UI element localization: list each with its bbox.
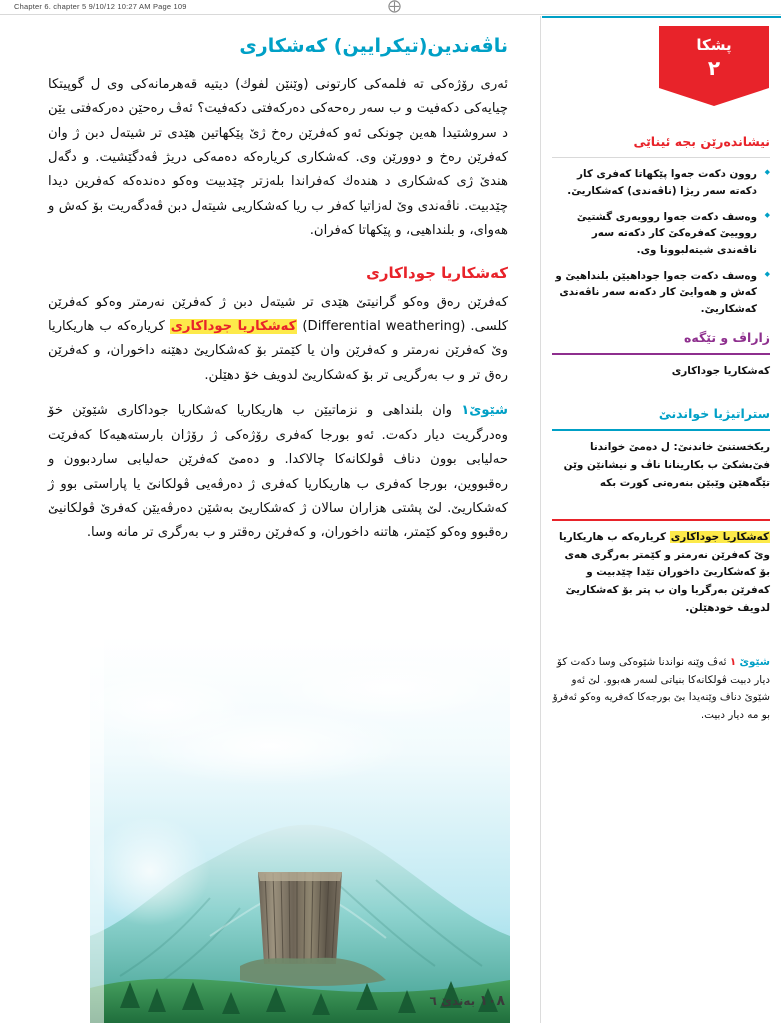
chapter-flag-word: پشکا [696, 36, 732, 54]
sidebar-top-rule [542, 16, 781, 18]
reading-strategy-rule [552, 429, 770, 431]
figure-photograph [90, 636, 510, 1023]
objectives-rule [552, 157, 770, 158]
sidebar-section-vocabulary [552, 330, 770, 381]
chapter-flag-number: ٢ [707, 56, 721, 80]
sidebar-section-figure-caption [552, 654, 770, 725]
paragraph-2: کەفرێن رەق وەکو گرانیتێ هێدی تر شیتەل دبن ژ كەفرێن نەرمتر وەکو كەفرێن كلسی. (Differential weathering) کەشکاریا جوداکاری کریارەکە ب هاریكاریا وێ کەفرێن نەرمتر و کەفرێن وان یا کێمتر بۆ كەشکاریێ دهێنە داخوران، و كەفرێن رەق تر و ب بەرگریی تر بۆ كەشکاریێ لدویف خۆ دهێلن. [48, 294, 508, 383]
sidebar-divider [540, 16, 541, 1023]
objectives-heading: نیشاندەرێن بجە ئیناێی [633, 134, 770, 149]
figure-reference: شێوێ١ [461, 403, 508, 419]
chapter-flag-tail-left [659, 88, 714, 106]
chapter-flag [659, 26, 769, 104]
sidebar [528, 16, 781, 1023]
key-term-rule [552, 519, 770, 521]
reading-strategy-text: ریکخستنێ خاندنێ: ل دەمێ خواندنا فێ‌بشكێ ب بکارینانا ناڤ و نیشانێن وێن تێگەهێن وێبێن بنەرەتی کورت بکە [563, 441, 770, 489]
figure-caption-text: ئەڤ وێنە نواندنا شێوەکی وسا دکەت کۆ دیار دبیت ڤولکانەکا بنیاتی لسەر هەبوو. لێ ئەو شێوێ دناف وێنەیدا بێ بورجەکا کەفریە وەکو ئەفرۆ بو مە دیار دبیت. [552, 656, 770, 722]
folio-page-number: ١٠٨ [479, 993, 505, 1009]
key-term-body: کریارەکە ب هاریكاریا وێ کەفرێن نەرمتر و کێمتر بەرگری هەی بۆ كەشکاریێ داخوران تێدا چێدبیت و كەفرێن بەرگریا وان ب پتر بۆ كەشکاریێ لدویف خودهێلن. [558, 531, 770, 614]
sidebar-section-reading-strategy [552, 406, 770, 492]
list-item: ◆ روون دکەت جەوا پێکهاتا کەفری کار دکەتە سەر ریژا (ناڤەندی) کەشکاریێ. [552, 166, 770, 199]
figure-caption-label: شێوێ [739, 656, 770, 668]
paragraph-1: ئەری رۆژەکی تە فلمەکی کارتونی (وێنێن لفوك) دیتیە قەهرمانەکی وی ل گوپیتكا چیایەکی دکەفیت و ب سەر رەحەکی دەرکەفتی دکەفیت؟ ئەڤ رەحێن دەرکەفتی یێن د سروشتیدا هەین چونکی ئەو کەفرێن رەخ ژێ پێکهاتین هێدی تر شیتەل دبن ژ وان كەفرێن رەخ و دوورێن وی. كەشكاری کریارەکە دەمەکی دریژ ڤەدگێشیت. و دگەل هندێ ژی كەشكاری د هندەك کەفراندا بلەزتر چێدبیت وەکو دەندەكە کەفرین دیدا چێدبیت. ناڤەندی وێ لەزاتیا کەفر ب ریا کەشکاریی شیتەل دبن ڤەدگەریت بۆ كەش و هەوای، و بلنداهیی، و پێکهاتا کەفران. [48, 76, 508, 239]
highlighted-term: کەشکاریا جوداکاری [170, 319, 297, 335]
vocabulary-heading: زاراڤ و تێگەه [684, 330, 770, 345]
folio-chapter-label: بەندێ ٦ [429, 994, 476, 1008]
page-body [0, 16, 781, 1023]
figure-caption [552, 654, 770, 725]
key-term-highlight: کەشکاریا جوداکاری [670, 531, 769, 543]
print-header: Chapter 6. chapter 5 9/10/12 10:27 AM Page 109 [14, 2, 187, 11]
page-title: ناڤەندین(تیکرایین) کەشکاری [239, 35, 508, 57]
sidebar-section-objectives [552, 134, 770, 327]
vocabulary-term: کەشکاریا جوداکاری [671, 365, 770, 378]
reading-strategy-heading: ستراتیژیا خواندنێ [658, 406, 770, 421]
list-item: ◆ وەسف دکەت جەوا جوداهیێن بلنداهیێ و کەش و هەوایێ کار دکەنە سەر ناڤەندی كەشکاریێ. [552, 268, 770, 318]
main-text-column [48, 34, 508, 557]
chapter-flag-tail-right [714, 88, 769, 106]
key-term-definition [552, 529, 770, 617]
objectives-list [552, 166, 770, 317]
header-rule [0, 14, 781, 15]
section-heading: کەشکاریا جوداکاری [366, 263, 508, 282]
sidebar-section-key-term [552, 516, 770, 617]
list-item: ◆ وەسف دکەت جەوا روویەری گشتیێ رووییێ کەفرەکێ کار دکەتە سەر ناڤەندی شیتەلبوونا وی. [552, 209, 770, 259]
crop-mark-top: ⨁ [388, 0, 401, 14]
figure-caption-number: ١ [729, 656, 737, 668]
paragraph-3: شێوێ١ وان بلنداهی و نزماتیێن ب هاریکاریا كەشکاریا جوداکاری شێوێن خۆ وەدرگریت دیار دکەت. ئەو بورجا کەفری رۆژەکی ژ رۆژان بارستەهیەكا کەفرێت حەلیابی بوون دناف ڤولکانەکا چالاکدا. و دەمێ کەفرێن حەلیابی ساردبوون و رەقبووین، بورجا کەفری ب هاریكاریا كەفری ژ دەرڤەیی ڤولکانێ یا پاراستی بوو ژ کەشکاریێ. لێ پشتی هزاران سالان ژ كەشکاریێ بەشێن دەرڤەیێن کەفرێ ڤولکانیێ رەقبوو وەکو کێمتر، هاتنە داخوران، و کەفرێن رەقتر و ب بەرگری تر مانە وسا. [48, 403, 508, 541]
vocabulary-rule [552, 353, 770, 355]
page-folio [429, 993, 513, 1009]
